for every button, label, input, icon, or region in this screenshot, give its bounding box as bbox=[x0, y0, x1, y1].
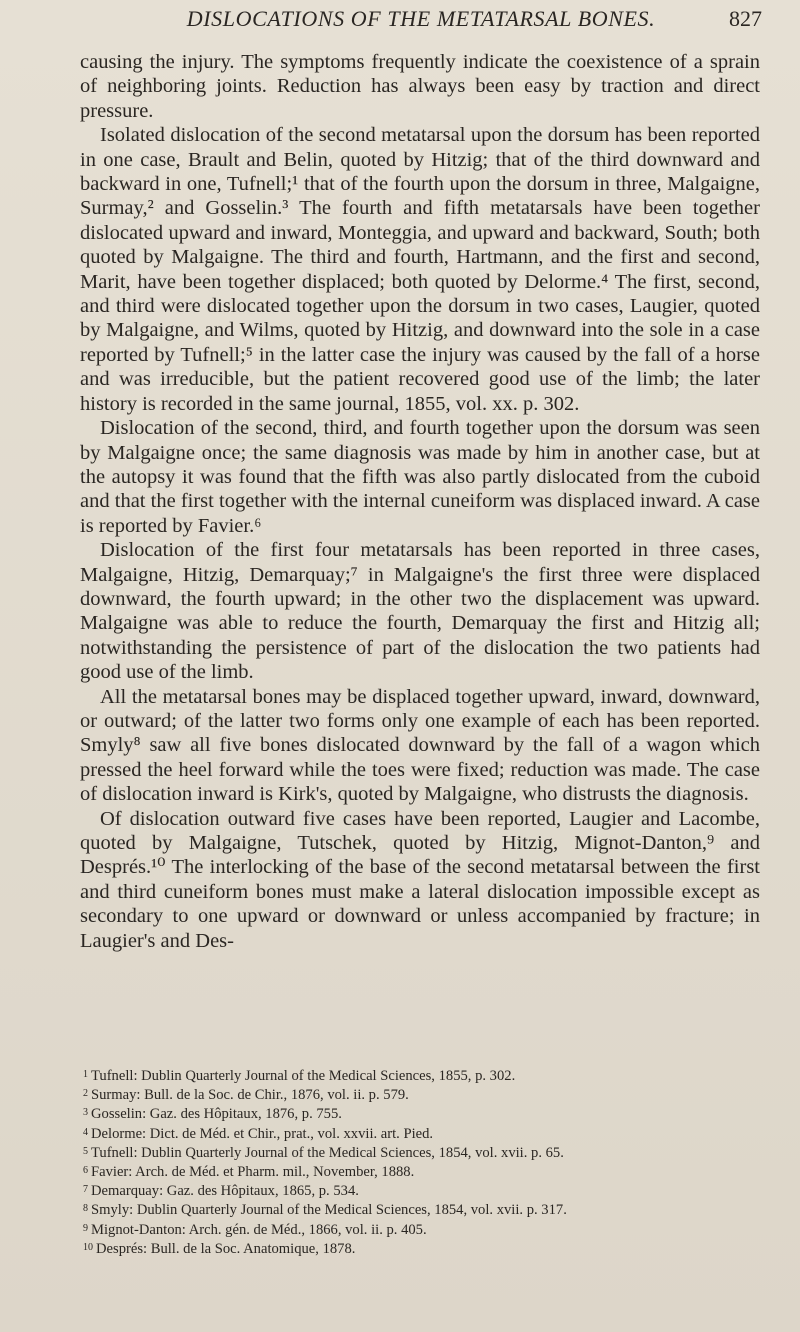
footnote bbox=[80, 1239, 770, 1258]
footnote-mark: 6 bbox=[83, 1165, 88, 1177]
footnote-mark: 7 bbox=[83, 1184, 88, 1196]
footnote-mark: 3 bbox=[83, 1107, 88, 1119]
footnote bbox=[80, 1162, 770, 1181]
footnote bbox=[80, 1220, 770, 1239]
footnotes bbox=[80, 1066, 770, 1258]
footnote bbox=[80, 1143, 770, 1162]
footnote-mark: 9 bbox=[83, 1222, 88, 1234]
footnote bbox=[80, 1104, 770, 1123]
footnote-mark: 5 bbox=[83, 1145, 88, 1157]
footnote bbox=[80, 1181, 770, 1200]
footnote-text: Favier: Arch. de Méd. et Pharm. mil., November, 1888. bbox=[91, 1164, 415, 1181]
page-number: 827 bbox=[729, 6, 762, 31]
paragraph: Dislocation of the first four metatarsals has been reported in three cases, Malgaigne, Hitzig, Demarquay;⁷ in Malgaigne's the first three were displaced downward, the fourth upward; in the other two the displacement was upward. Malgaigne was able to reduce the fourth, Demarquay the first and Hitzig all; notwithstanding the persistence of part of the dislocation the two patients had good use of the limb. bbox=[80, 539, 760, 684]
footnote-mark: 2 bbox=[83, 1088, 88, 1100]
footnote-text: Demarquay: Gaz. des Hôpitaux, 1865, p. 534. bbox=[91, 1183, 359, 1200]
footnote-text: Tufnell: Dublin Quarterly Journal of the Medical Sciences, 1854, vol. xvii. p. 65. bbox=[91, 1144, 564, 1161]
footnote-mark: 8 bbox=[83, 1203, 88, 1215]
paragraph: Dislocation of the second, third, and fourth together upon the dorsum was seen by Malgaigne once; the same diagnosis was made by him in another case, but at the autopsy it was found that the fifth was also partly dislocated from the cuboid and that the first together with the internal cuneiform was displaced inward. A case is reported by Favier.⁶ bbox=[80, 417, 760, 537]
running-title: DISLOCATIONS OF THE METATARSAL BONES. bbox=[186, 6, 656, 31]
body-text bbox=[80, 50, 760, 953]
footnote-text: Tufnell: Dublin Quarterly Journal of the Medical Sciences, 1855, p. 302. bbox=[91, 1068, 516, 1084]
paragraph: All the metatarsal bones may be displaced together upward, inward, downward, or outward; of the latter two forms only one example of each has been reported. Smyly⁸ saw all five bones dislocated downward by the fall of a wagon which pressed the heel forward while the toes were fixed; reduction was made. The case of dislocation inward is Kirk's, quoted by Malgaigne, who distrusts the diagnosis. bbox=[80, 685, 760, 806]
footnote-text: Mignot-Danton: Arch. gén. de Méd., 1866, vol. ii. p. 405. bbox=[91, 1221, 427, 1238]
footnote bbox=[80, 1085, 770, 1104]
footnote bbox=[80, 1200, 770, 1219]
paragraph: Isolated dislocation of the second metatarsal upon the dorsum has been reported in one case, Brault and Belin, quoted by Hitzig; that of the third downward and backward in one, Tufnell;¹ that of the fourth upon the dorsum in three, Malgaigne, Surmay,² and Gosselin.³ The fourth and fifth metatarsals have been together dislocated upward and inward, Monteggia, and upward and backward, South; both quoted by Malgaigne. The third and fourth, Hartmann, and the first and second, Marit, have been together displaced; both quoted by Delorme.⁴ The first, second, and third were dislocated together upon the dorsum in two cases, Laugier, quoted by Malgaigne, and Wilms, quoted by Hitzig, and downward into the sole in a case reported by Tufnell;⁵ in the latter case the injury was caused by the fall of a horse and was irreducible, but the patient recovered good use of the limb; the later history is recorded in the same journal, 1855, vol. xx. p. 302. bbox=[80, 124, 760, 415]
footnote-text: Surmay: Bull. de la Soc. de Chir., 1876, vol. ii. p. 579. bbox=[91, 1087, 409, 1104]
paragraph: Of dislocation outward five cases have been reported, Laugier and Lacombe, quoted by Malgaigne, Tutschek, quoted by Hitzig, Mignot-Danton,⁹ and Després.¹⁰ The interlocking of the base of the second metatarsal between the first and third cuneiform bones must make a lateral dislocation impossible except as secondary to one upward or downward or unless accompanied by fracture; in Laugier's and Des- bbox=[80, 807, 760, 952]
footnote bbox=[80, 1066, 770, 1085]
footnote-text: Gosselin: Gaz. des Hôpitaux, 1876, p. 755. bbox=[91, 1106, 342, 1123]
footnote-mark: 10 bbox=[83, 1241, 93, 1253]
footnote-text: Després: Bull. de la Soc. Anatomique, 1878. bbox=[96, 1240, 356, 1257]
footnote bbox=[80, 1124, 770, 1143]
footnote-mark: 1 bbox=[83, 1069, 88, 1080]
paragraph: causing the injury. The symptoms frequently indicate the coexistence of a sprain of neighboring joints. Reduction has always been easy by traction and direct pressure. bbox=[80, 51, 760, 122]
footnote-mark: 4 bbox=[83, 1126, 88, 1138]
running-head bbox=[80, 6, 762, 40]
footnote-text: Delorme: Dict. de Méd. et Chir., prat., vol. xxvii. art. Pied. bbox=[91, 1125, 434, 1142]
footnote-text: Smyly: Dublin Quarterly Journal of the Medical Sciences, 1854, vol. xvii. p. 317. bbox=[91, 1202, 567, 1219]
